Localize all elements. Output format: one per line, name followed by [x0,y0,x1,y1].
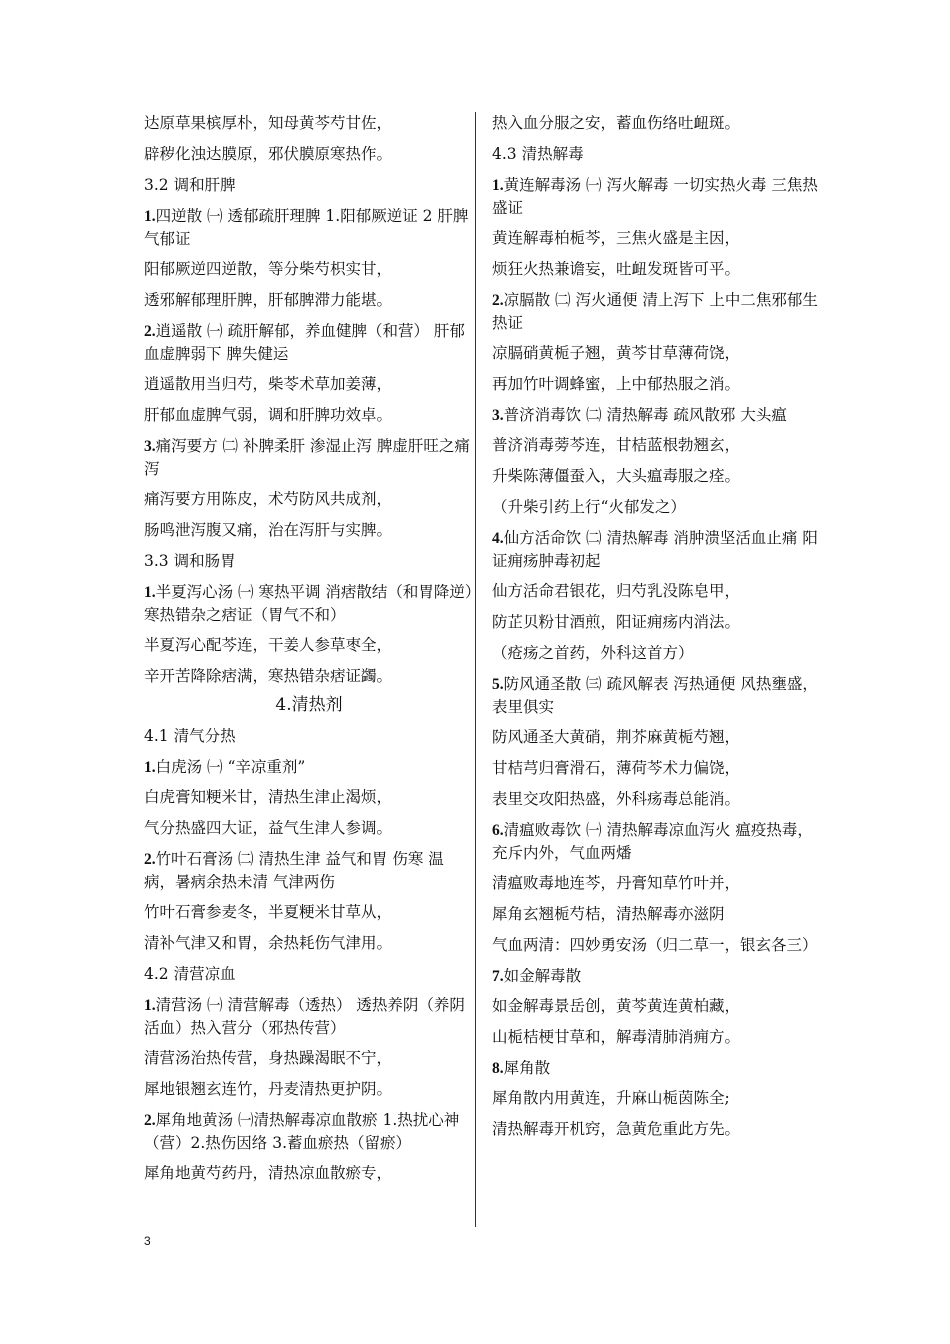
entry-number: 1. [144,584,156,601]
formula-entry [492,289,822,335]
section-heading: 3.3 调和肠胃 [144,552,236,570]
entry-text: 清营汤 ㈠ 清营解毒（透热） 透热养阴（养阴活血）热入营分（邪热传营） [144,996,465,1037]
verse-line: 黄连解毒柏栀芩，三焦火盛是主因， [492,229,741,247]
formula-entry [492,819,822,865]
section-heading: 4.3 清热解毒 [492,145,584,163]
section-heading: 4.2 清营凉血 [144,965,236,983]
verse-line: 肝郁血虚脾气弱，调和肝脾功效卓。 [144,406,393,424]
verse-line: （升柴引药上行“火郁发之） [492,498,686,516]
formula-entry [144,205,474,251]
verse-line: 凉膈硝黄栀子翘，黄芩甘草薄荷饶， [492,344,741,362]
entry-text: 犀角散 [503,1059,551,1077]
entry-number: 7. [492,968,504,985]
entry-text: 逍遥散 ㈠ 疏肝解郁，养血健脾（和营） 肝郁血虚脾弱下 脾失健运 [144,322,465,363]
formula-entry [144,435,474,481]
entry-text: 竹叶石膏汤 ㈡ 清热生津 益气和胃 伤寒 温病，暑病余热未清 气津两伤 [144,850,444,891]
entry-number: 1. [144,997,156,1014]
formula-entry [144,994,474,1040]
entry-number: 2. [144,323,156,340]
entry-text: 普济消毒饮 ㈡ 清热解毒 疏风散邪 大头瘟 [503,406,787,424]
formula-entry [144,848,474,894]
verse-line: 清瘟败毒地连芩，丹膏知草竹叶并， [492,874,741,892]
verse-line: 辟秽化浊达膜原，邪伏膜原寒热作。 [144,145,393,163]
formula-entry [144,756,474,779]
verse-line: 气分热盛四大证，益气生津人参调。 [144,819,393,837]
formula-entry [492,1057,822,1080]
entry-number: 1. [144,208,156,225]
entry-number: 3. [492,407,504,424]
entry-text: 防风通圣散 ㈢ 疏风解表 泻热通便 风热壅盛，表里俱实 [492,675,818,716]
formula-entry [492,673,822,719]
verse-line: 甘桔芎归膏滑石，薄荷芩术力偏饶， [492,759,741,777]
verse-line: 烦狂火热兼谵妄，吐衄发斑皆可平。 [492,260,741,278]
entry-text: 白虎汤 ㈠ “辛凉重剂” [155,758,306,776]
entry-number: 3. [144,438,156,455]
verse-line: 犀角散内用黄连，升麻山栀茵陈全; [492,1089,730,1107]
verse-line: 犀角地黄芍药丹，清热凉血散瘀专， [144,1164,393,1182]
entry-number: 4. [492,530,504,547]
formula-entry [144,581,474,627]
verse-line: 透邪解郁理肝脾，肝郁脾滞力能堪。 [144,291,393,309]
entry-number: 6. [492,822,504,839]
entry-text: 清瘟败毒饮 ㈠ 清热解毒凉血泻火 瘟疫热毒，充斥内外，气血两燔 [492,821,813,862]
verse-line: 半夏泻心配芩连，干姜人参草枣全， [144,636,393,654]
entry-number: 5. [492,676,504,693]
verse-line: 升柴陈薄僵蚕入，大头瘟毒服之痊。 [492,467,741,485]
section-heading: 4.1 清气分热 [144,727,236,745]
verse-line: 清补气津又和胃，余热耗伤气津用。 [144,934,393,952]
verse-line: 气血两清：四妙勇安汤（归二草一，银玄各三） [492,936,818,954]
entry-text: 四逆散 ㈠ 透郁疏肝理脾 1.阳郁厥逆证 2 肝脾气郁证 [144,207,469,248]
verse-line: 山栀桔梗甘草和，解毒清肺消痈方。 [492,1028,741,1046]
entry-text: 凉膈散 ㈡ 泻火通便 清上泻下 上中二焦邪郁生热证 [492,291,818,332]
verse-line: 清营汤治热传营，身热躁渴眠不宁， [144,1049,393,1067]
verse-line: 再加竹叶调蜂蜜，上中郁热服之消。 [492,375,741,393]
entry-number: 8. [492,1060,504,1077]
column-divider [475,112,476,1227]
entry-number: 2. [144,851,156,868]
formula-entry [144,320,474,366]
verse-line: 防风通圣大黄硝，荆芥麻黄栀芍翘， [492,728,741,746]
verse-line: 热入血分服之安，蓄血伤络吐衄斑。 [492,114,741,132]
entry-text: 黄连解毒汤 ㈠ 泻火解毒 一切实热火毒 三焦热盛证 [492,176,818,217]
verse-line: 防芷贝粉甘酒煎，阳证痈疡内消法。 [492,613,741,631]
verse-line: 仙方活命君银花，归芍乳没陈皂甲， [492,582,741,600]
entry-number: 2. [144,1112,156,1129]
formula-entry [492,527,822,573]
verse-line: 表里交攻阳热盛，外科疡毒总能消。 [492,790,741,808]
section-heading: 3.2 调和肝脾 [144,176,236,194]
entry-text: 如金解毒散 [503,967,582,985]
verse-line: 清热解毒开机窍，急黄危重此方先。 [492,1120,741,1138]
page-number: 3 [144,1234,151,1248]
verse-line: （疮疡之首药，外科这首方） [492,644,694,662]
entry-number: 1. [492,177,504,194]
entry-text: 仙方活命饮 ㈡ 清热解毒 消肿溃坚活血止痛 阳证痈疡肿毒初起 [492,529,818,570]
verse-line: 逍遥散用当归芍，柴苓术草加姜薄， [144,375,393,393]
left-column [144,112,474,1193]
chapter-title: 4.清热剂 [275,695,343,715]
formula-entry [492,404,822,427]
verse-line: 犀角玄翘栀芍桔，清热解毒亦滋阴 [492,905,725,923]
right-column [492,112,822,1149]
verse-line: 竹叶石膏参麦冬，半夏粳米甘草从， [144,903,393,921]
entry-number: 1. [144,759,156,776]
entry-text: 半夏泻心汤 ㈠ 寒热平调 消痞散结（和胃降逆）寒热错杂之痞证（胃气不和） [144,583,473,624]
formula-entry [492,174,822,220]
verse-line: 白虎膏知粳米甘，清热生津止渴烦， [144,788,393,806]
verse-line: 肠鸣泄泻腹又痛，治在泻肝与实脾。 [144,521,393,539]
entry-number: 2. [492,292,504,309]
verse-line: 阳郁厥逆四逆散，等分柴芍枳实甘， [144,260,393,278]
verse-line: 痛泻要方用陈皮，术芍防风共成剂， [144,490,393,508]
verse-line: 普济消毒蒡芩连，甘桔蓝根勃翘玄， [492,436,741,454]
formula-entry [492,965,822,988]
verse-line: 辛开苦降除痞满，寒热错杂痞证蠲。 [144,667,393,685]
verse-line: 如金解毒景岳创，黄芩黄连黄柏藏， [492,997,741,1015]
entry-text: 犀角地黄汤 ㈠清热解毒凉血散瘀 1.热扰心神（营）2.热伤因络 3.蓄血瘀热（留瘀） [144,1111,460,1152]
verse-line: 达原草果槟厚朴，知母黄芩芍甘佐， [144,114,393,132]
entry-text: 痛泻要方 ㈡ 补脾柔肝 渗湿止泻 脾虚肝旺之痛泻 [144,437,470,478]
verse-line: 犀地银翘玄连竹，丹麦清热更护阴。 [144,1080,393,1098]
formula-entry [144,1109,474,1155]
